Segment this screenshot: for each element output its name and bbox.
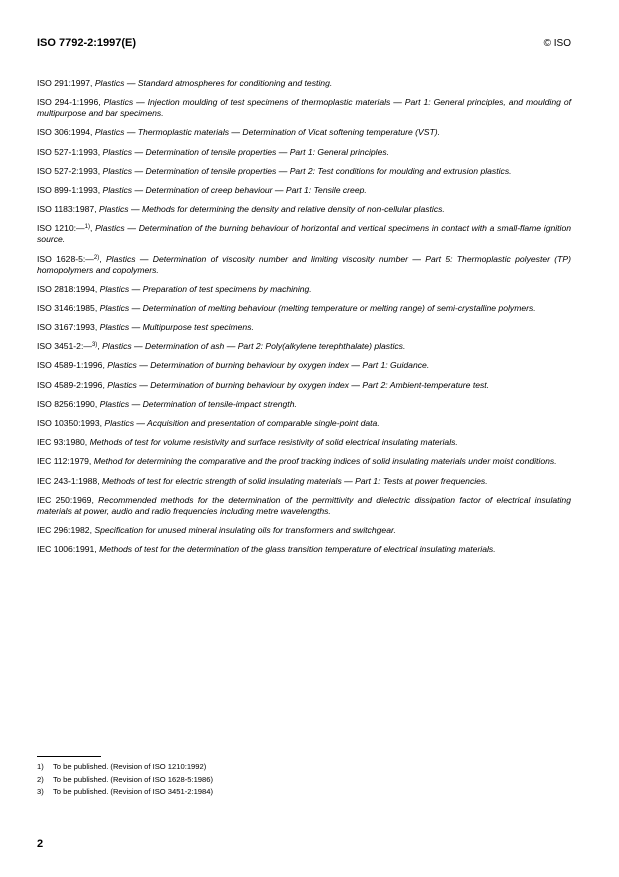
reference-item: ISO 10350:1993, Plastics — Acquisition and presentation of comparable single-point data. <box>37 418 380 428</box>
reference-title: Specification for unused mineral insulating oils for transformers and switchgear. <box>94 524 396 535</box>
reference-code: ISO 8256:1990 <box>37 398 95 409</box>
reference-code: ISO 4589-1:1996 <box>37 360 103 371</box>
reference-title: Plastics — Determination of the burning behaviour of horizontal and vertical specimens in contact with a small-flame ignition source. <box>37 223 572 245</box>
reference-title: Plastics — Determination of ash — Part 2: Poly(alkylene terephthalate) plastics. <box>102 341 406 352</box>
reference-code: ISO 527-1:1993 <box>37 146 98 157</box>
reference-item: ISO 294-1:1996, Plastics — Injection moulding of test specimens of thermoplastic materials — Part 1: General principles, and moulding of multipurpose and bar specimens. <box>37 97 571 119</box>
reference-title: Plastics — Acquisition and presentation of comparable single-point data. <box>104 418 380 428</box>
reference-title: Plastics — Methods for determining the density and relative density of non-cellular plastics. <box>98 204 445 215</box>
reference-title: Plastics — Determination of tensile properties — Part 2: Test conditions for moulding and extrusion plastics. <box>102 165 512 176</box>
reference-code: IEC 296:1982 <box>37 524 90 535</box>
reference-code: ISO 3167:1993 <box>37 322 95 333</box>
reference-item: ISO 2818:1994, Plastics — Preparation of test specimens by machining. <box>37 283 312 294</box>
reference-code: IEC 112:1979 <box>37 456 89 467</box>
footnote-marker: 2) <box>93 254 100 261</box>
reference-item: ISO 1183:1987, Plastics — Methods for determining the density and relative density of non-cellular plastics. <box>37 204 445 215</box>
reference-code: ISO 2818:1994 <box>37 283 95 294</box>
reference-code: ISO 1628-5:— <box>37 253 94 264</box>
reference-title: Plastics — Multipurpose test specimens. <box>99 322 254 333</box>
reference-code: ISO 1183:1987 <box>37 204 95 215</box>
reference-code: ISO 10350:1993 <box>37 418 100 428</box>
reference-item: ISO 3167:1993, Plastics — Multipurpose test specimens. <box>37 322 254 333</box>
reference-code: ISO 4589-2:1996 <box>37 379 103 390</box>
reference-title: Plastics — Determination of viscosity number and limiting viscosity number — Part 5: Thermoplastic polyester (TP) homopolymers and copolymers. <box>37 253 571 275</box>
reference-item: IEC 93:1980, Methods of test for volume resistivity and surface resistivity of solid electrical insulating materials. <box>37 437 458 448</box>
reference-item: ISO 1628-5:—$^{2)}$, Plastics — Determination of viscosity number and limiting viscosity number — Part 5: Thermoplastic polyester (TP) homopolymers and copolymers. <box>37 253 571 275</box>
reference-title: Plastics — Determination of creep behaviour — Part 1: Tensile creep. <box>102 184 367 195</box>
reference-code: IEC 93:1980 <box>37 437 85 448</box>
footnote-item <box>37 774 213 787</box>
reference-title: Methods of test for electric strength of solid insulating materials — Part 1: Tests at power frequencies. <box>101 475 488 486</box>
reference-title: Plastics — Determination of tensile properties — Part 1: General principles. <box>102 146 390 157</box>
footnote-number: 3) <box>37 787 44 796</box>
footnote-item <box>37 761 213 774</box>
reference-title: Methods of test for volume resistivity and surface resistivity of solid electrical insulating materials. <box>89 437 458 448</box>
document-id: ISO 7792-2:1997(E) <box>37 37 137 49</box>
reference-code: ISO 306:1994 <box>37 127 91 138</box>
reference-title: Methods of test for the determination of the glass transition temperature of electrical insulating materials. <box>99 544 496 555</box>
reference-code: IEC 1006:1991 <box>37 544 95 555</box>
reference-item: ISO 527-1:1993, Plastics — Determination of tensile properties — Part 1: General principles. <box>37 146 390 157</box>
reference-title: Plastics — Preparation of test specimens by machining. <box>99 283 312 294</box>
reference-item: ISO 306:1994, Plastics — Thermoplastic materials — Determination of Vicat softening temperature (VST). <box>37 127 440 138</box>
reference-item: ISO 4589-2:1996, Plastics — Determination of burning behaviour by oxygen index — Part 2: Ambient-temperature test. <box>37 379 490 390</box>
reference-item: ISO 3451-2:—$^{3)}$, Plastics — Determination of ash — Part 2: Poly(alkylene terephthalate) plastics. <box>37 341 406 352</box>
reference-title: Plastics — Injection moulding of test specimens of thermoplastic materials — Part 1: General principles, and moulding of multipurpose and bar specimens. <box>37 97 571 119</box>
reference-title: Plastics — Standard atmospheres for conditioning and testing. <box>94 78 333 88</box>
reference-code: ISO 291:1997 <box>37 78 91 88</box>
footnote-number: 2) <box>37 774 44 784</box>
reference-item: ISO 527-2:1993, Plastics — Determination of tensile properties — Part 2: Test conditions for moulding and extrusion plastics. <box>37 165 512 176</box>
reference-code: IEC 243-1:1988 <box>37 475 98 486</box>
reference-item: IEC 243-1:1988, Methods of test for electric strength of solid insulating materials — Part 1: Tests at power frequencies. <box>37 475 488 486</box>
reference-code: ISO 3451-2:— <box>37 341 92 352</box>
reference-item: ISO 8256:1990, Plastics — Determination of tensile-impact strength. <box>37 398 297 409</box>
footnote-marker: 1) <box>84 224 90 231</box>
footnote-item <box>37 786 213 799</box>
reference-item: IEC 112:1979, Method for determining the comparative and the proof tracking indices of solid insulating materials under moist conditions. <box>37 456 557 467</box>
reference-item: ISO 899-1:1993, Plastics — Determination of creep behaviour — Part 1: Tensile creep. <box>37 184 367 195</box>
footnote-text: To be published. (Revision of ISO 1628-5:1986) <box>53 774 213 784</box>
footnote-number: 1) <box>37 762 44 771</box>
reference-code: ISO 1210:— <box>37 223 85 234</box>
reference-item: ISO 3146:1985, Plastics — Determination of melting behaviour (melting temperature or melting range) of semi-crystalline polymers. <box>37 302 536 313</box>
reference-code: ISO 294-1:1996 <box>37 97 99 108</box>
normative-references-list <box>37 78 571 563</box>
reference-item: IEC 250:1969, Recommended methods for the determination of the permittivity and dielectric dissipation factor of electrical insulating materials at power, audio and radio frequencies including metre wavelengths. <box>37 494 571 516</box>
reference-code: ISO 527-2:1993 <box>37 165 98 176</box>
reference-item: IEC 296:1982, Specification for unused mineral insulating oils for transformers and switchgear. <box>37 524 396 535</box>
footnote-text: To be published. (Revision of ISO 1210:1992) <box>53 762 207 771</box>
footnote-marker: 3) <box>91 342 98 349</box>
footnote-separator <box>37 756 101 757</box>
reference-item: ISO 291:1997, Plastics — Standard atmospheres for conditioning and testing. <box>37 78 333 88</box>
reference-title: Plastics — Determination of burning behaviour by oxygen index — Part 2: Ambient-temperature test. <box>107 379 490 390</box>
reference-code: ISO 899-1:1993 <box>37 184 98 195</box>
reference-item: ISO 1210:—$^{1)}$, Plastics — Determination of the burning behaviour of horizontal and vertical specimens in contact with a small-flame ignition source. <box>37 223 572 245</box>
reference-title: Plastics — Thermoplastic materials — Determination of Vicat softening temperature (VST). <box>94 127 440 138</box>
reference-code: ISO 3146:1985 <box>37 302 95 313</box>
reference-title: Recommended methods for the determination of the permittivity and dielectric dissipation factor of electrical insulating materials at power, audio and radio frequencies including metre wavelengths. <box>37 494 571 516</box>
page-number: 2 <box>37 838 44 850</box>
copyright-notice: © ISO <box>543 38 571 49</box>
reference-item: IEC 1006:1991, Methods of test for the determination of the glass transition temperature of electrical insulating materials. <box>37 544 496 555</box>
footnote-text: To be published. (Revision of ISO 3451-2:1984) <box>53 787 213 796</box>
reference-title: Plastics — Determination of burning behaviour by oxygen index — Part 1: Guidance. <box>107 360 430 371</box>
reference-title: Plastics — Determination of melting behaviour (melting temperature or melting range) of semi-crystalline polymers. <box>99 302 536 313</box>
reference-title: Plastics — Determination of tensile-impact strength. <box>99 398 297 409</box>
reference-item: ISO 4589-1:1996, Plastics — Determination of burning behaviour by oxygen index — Part 1: Guidance. <box>37 360 430 371</box>
footnotes-list <box>37 761 213 799</box>
reference-title: Method for determining the comparative and the proof tracking indices of solid insulating materials under moist conditions. <box>93 456 557 467</box>
reference-code: IEC 250:1969 <box>37 494 92 505</box>
